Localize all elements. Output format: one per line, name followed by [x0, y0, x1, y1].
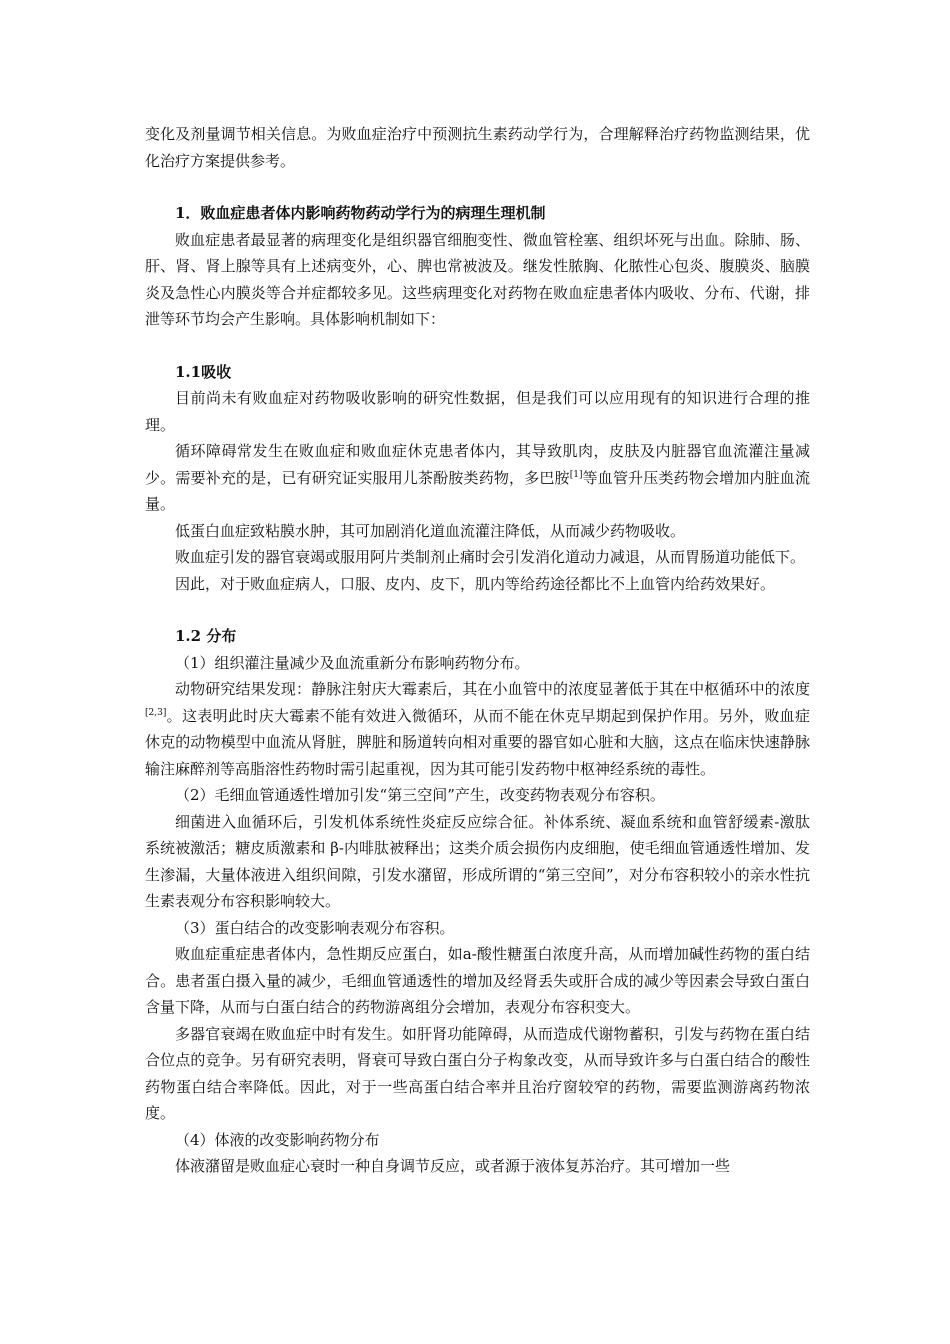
absorption-paragraph-5: 因此，对于败血症病人，口服、皮内、皮下，肌内等给药途径都比不上血管内给药效果好。 — [175, 574, 776, 593]
section-1-paragraph: 败血症患者最显著的病理变化是组织器官细胞变性、微血管栓塞、组织坏死与出血。除肺、肠、肝、肾、肾上腺等具有上述病变外，心、脾也常被波及。继发性脓胸、化脓性心包炎、腹膜炎、脑膜炎及急性心内膜炎等合并症都较多见。这些病理变化对药物在败血症患者体内吸收、分布、代谢，排泄等环节均会产生影响。具体影响机制如下： — [145, 230, 810, 328]
distribution-paragraph-1-text-b: 。这表明此时庆大霉素不能有效进入微循环，从而不能在休克早期起到保护作用。另外，败血症休克的动物模型中血流从肾脏，脾脏和肠道转向相对重要的器官如心脏和大脑，这点在临床快速静脉输注麻醉剂等高脂溶性药物时需引起重视，因为其可能引发药物中枢神经系统的毒性。 — [145, 706, 810, 778]
distribution-paragraph-1-text-a: 动物研究结果发现：静脉注射庆大霉素后，其在小血管中的浓度显著低于其在中枢循环中的浓度 — [175, 680, 810, 698]
distribution-subheading-2: （2）毛细血管通透性增加引发“第三空间”产生，改变药物表观分布容积。 — [175, 786, 665, 804]
section-1-1-heading: 1.1吸收 — [175, 362, 232, 381]
absorption-paragraph-1: 目前尚未有败血症对药物吸收影响的研究性数据，但是我们可以应用现有的知识进行合理的推理。 — [145, 389, 810, 434]
absorption-paragraph-3: 低蛋白血症致粘膜水肿，其可加剧消化道血流灌注降低，从而减少药物吸收。 — [175, 521, 686, 540]
distribution-paragraph-2: 细菌进入血循环后，引发机体系统性炎症反应综合征。补体系统、凝血系统和血管舒缓素-激肽系统被激活；糖皮质激素和 β-内啡肽被释出；这类介质会损伤内皮细胞，使毛细血管通透性增加、发生渗漏，大量体液进入组织间隙，引发水潴留，形成所谓的“第三空间”，对分布容积较小的亲水性抗生素表观分布容积影响较大。 — [145, 812, 810, 910]
distribution-paragraph-1 — [145, 676, 810, 782]
distribution-paragraph-3: 败血症重症患者体内，急性期反应蛋白，如a-酸性糖蛋白浓度升高，从而增加碱性药物的蛋白结合。患者蛋白摄入量的减少，毛细血管通透性的增加及经肾丢失或肝合成的减少等因素会导致白蛋白含量下降，从而与白蛋白结合的药物游离组分会增加，表观分布容积变大。 — [145, 945, 810, 1016]
section-1-heading: 1．败血症患者体内影响药物药动学行为的病理生理机制 — [175, 204, 546, 222]
citation-ref-1: [1] — [569, 469, 583, 480]
absorption-paragraph-2-text-a: 循环障碍常发生在败血症和败血症休克患者体内，其导致肌肉，皮肤及内脏器官血流灌注量减少。需要补充的是，已有研究证实服用儿茶酚胺类药物，多巴胺 — [145, 442, 810, 487]
absorption-paragraph-4: 败血症引发的器官衰竭或服用阿片类制剂止痛时会引发消化道动力减退，从而胃肠道功能低下。 — [175, 548, 806, 566]
distribution-subheading-3: （3）蛋白结合的改变影响表观分布容积。 — [175, 918, 455, 937]
distribution-paragraph-4: 多器官衰竭在败血症中时有发生。如肝肾功能障碍，从而造成代谢物蓄积，引发与药物在蛋白结合位点的竞争。另有研究表明，肾衰可导致白蛋白分子构象改变，从而导致许多与白蛋白结合的酸性药物蛋白结合率降低。因此，对于一些高蛋白结合率并且治疗窗较窄的药物，需要监测游离药物浓度。 — [145, 1024, 810, 1122]
intro-paragraph: 变化及剂量调节相关信息。为败血症治疗中预测抗生素药动学行为，合理解释治疗药物监测结果，优化治疗方案提供参考。 — [145, 125, 810, 170]
absorption-paragraph-2 — [145, 438, 810, 518]
distribution-subheading-4: （4）体液的改变影响药物分布 — [175, 1130, 380, 1149]
section-1-2-heading: 1.2 分布 — [175, 627, 237, 645]
distribution-paragraph-5: 体液潴留是败血症心衰时一种自身调节反应，或者源于液体复苏治疗。其可增加一些 — [175, 1157, 731, 1175]
distribution-subheading-1: （1）组织灌注量减少及血流重新分布影响药物分布。 — [175, 653, 530, 672]
citation-ref-2-3: [2,3] — [145, 707, 167, 718]
absorption-paragraph-2-text-b: 等血管升压类药物会增加内脏血流量。 — [145, 468, 810, 513]
document-page — [145, 121, 810, 1180]
